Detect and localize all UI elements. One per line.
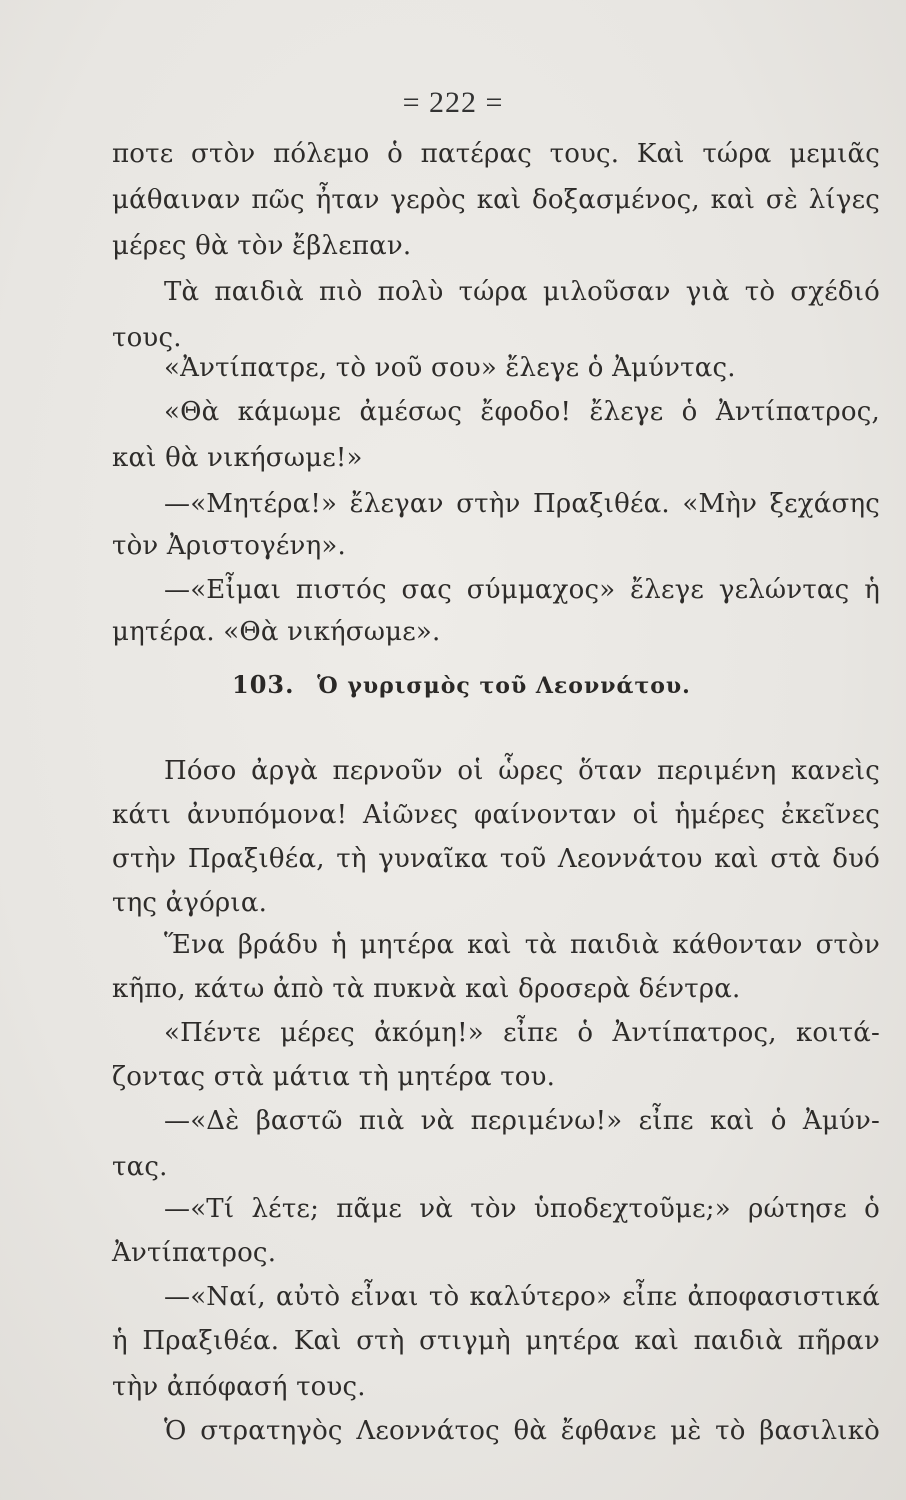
text-line: «Θὰ κάμωμε ἀμέσως ἔφοδο! ἔλεγε ὁ Ἀντίπατρος, — [164, 397, 880, 427]
text-line: κάτι ἀνυπόμονα! Αἰῶνες φαίνονταν οἱ ἡμέρες ἐκεῖνες — [112, 800, 880, 830]
text-line: —«Μητέρα!» ἔλεγαν στὴν Πραξιθέα. «Μὴν ξεχάσης — [164, 489, 880, 519]
text-line: ἡ Πραξιθέα. Καὶ στὴ στιγμὴ μητέρα καὶ παιδιὰ πῆραν — [112, 1326, 880, 1356]
text-line: της ἀγόρια. — [112, 888, 268, 918]
text-line: «Ἀντίπατρε, τὸ νοῦ σου» ἔλεγε ὁ Ἀμύντας. — [164, 353, 736, 383]
text-line: Ὁ στρατηγὸς Λεοννάτος θὰ ἔφθανε μὲ τὸ βασιλικὸ — [164, 1416, 880, 1446]
text-line: Ἀντίπατρος. — [112, 1238, 277, 1268]
text-line: καὶ θὰ νικήσωμε!» — [112, 443, 363, 473]
section-heading — [232, 670, 691, 699]
text-line: —«Δὲ βαστῶ πιὰ νὰ περιμένω!» εἶπε καὶ ὁ Ἀμύν- — [164, 1106, 880, 1136]
text-line: μέρες θὰ τὸν ἔβλεπαν. — [112, 231, 412, 261]
text-line: τὴν ἀπόφασή τους. — [112, 1372, 366, 1402]
page-number: = 222 = — [402, 86, 504, 119]
text-line: τὸν Ἀριστογένη». — [112, 531, 346, 561]
text-line: Πόσο ἀργὰ περνοῦν οἱ ὧρες ὅταν περιμένη κανεὶς — [164, 756, 880, 786]
text-line: στὴν Πραξιθέα, τὴ γυναῖκα τοῦ Λεοννάτου καὶ στὰ δυό — [112, 844, 880, 874]
text-line: τας. — [112, 1152, 168, 1182]
text-line: «Πέντε μέρες ἀκόμη!» εἶπε ὁ Ἀντίπατρος, κοιτά- — [164, 1018, 880, 1048]
text-line: —«Εἶμαι πιστός σας σύμμαχος» ἔλεγε γελώντας ἡ — [164, 575, 880, 605]
text-line: κῆπο, κάτω ἀπὸ τὰ πυκνὰ καὶ δροσερὰ δέντρα. — [112, 974, 741, 1004]
text-line: ποτε στὸν πόλεμο ὁ πατέρας τους. Καὶ τώρα μεμιᾶς — [112, 139, 880, 169]
text-line: Ἕνα βράδυ ἡ μητέρα καὶ τὰ παιδιὰ κάθονταν στὸν — [164, 930, 880, 960]
text-line: —«Τί λέτε; πᾶμε νὰ τὸν ὑποδεχτοῦμε;» ρώτησε ὁ — [164, 1194, 880, 1224]
text-line: τους. — [112, 323, 182, 353]
section-title: Ὁ γυρισμὸς τοῦ Λεοννάτου. — [317, 673, 691, 699]
text-line: μητέρα. «Θὰ νικήσωμε». — [112, 617, 441, 647]
text-line: μάθαιναν πῶς ἦταν γερὸς καὶ δοξασμένος, καὶ σὲ λίγες — [112, 185, 880, 215]
text-line: ζοντας στὰ μάτια τὴ μητέρα του. — [112, 1062, 556, 1092]
section-number: 103. — [232, 670, 295, 699]
text-line: Τὰ παιδιὰ πιὸ πολὺ τώρα μιλοῦσαν γιὰ τὸ σχέδιό — [164, 277, 880, 307]
text-line: —«Ναί, αὐτὸ εἶναι τὸ καλύτερο» εἶπε ἀποφασιστικά — [164, 1282, 880, 1312]
